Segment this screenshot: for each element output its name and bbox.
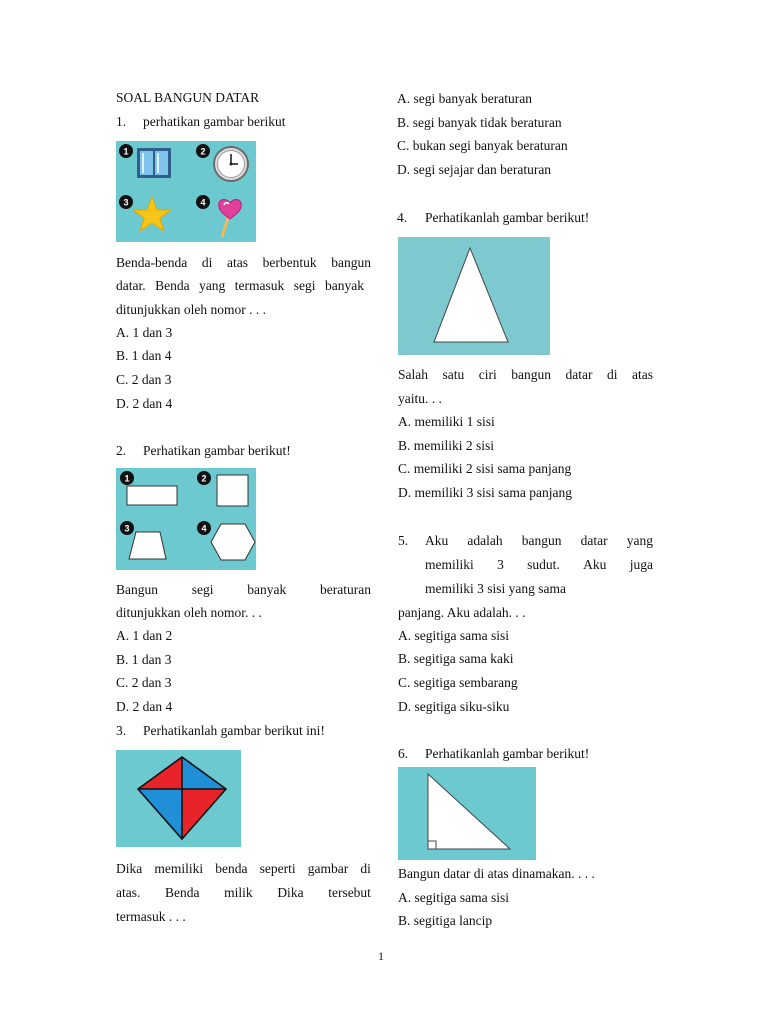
q1-option-c[interactable]: C. 2 dan 3: [116, 372, 172, 387]
q6-option-b[interactable]: B. segitiga lancip: [398, 913, 493, 928]
q2-prompt: Perhatikan gambar berikut!: [143, 443, 291, 458]
square-shape: [217, 475, 248, 506]
q3-number: 3.: [116, 723, 127, 738]
word: Salah: [398, 367, 428, 382]
word: ciri: [478, 367, 497, 382]
hexagon-shape: [211, 524, 255, 560]
q1-text-line-2: [116, 276, 364, 296]
word: bangun: [331, 255, 371, 270]
q3-figure: [116, 750, 241, 847]
word: termasuk: [234, 278, 285, 293]
badge-4: [197, 521, 211, 535]
word: Benda: [155, 278, 190, 293]
word: sudut.: [527, 557, 560, 572]
q5-option-d[interactable]: D. segitiga siku-siku: [398, 699, 510, 714]
q5-text-line-1: [425, 531, 653, 551]
q5-number: 5.: [398, 533, 409, 548]
page-title: SOAL BANGUN DATAR: [116, 90, 260, 105]
q6-figure: [398, 767, 536, 860]
q4-option-c[interactable]: C. memiliki 2 sisi sama panjang: [398, 461, 572, 476]
word: banyak: [247, 582, 287, 597]
q3-text-line-2: [116, 883, 371, 903]
q2-figure: [116, 468, 256, 570]
q5-option-c[interactable]: C. segitiga sembarang: [398, 675, 518, 690]
badge-1-label: 1: [124, 473, 130, 484]
q5-text-line-4: panjang. Aku adalah. . .: [398, 605, 526, 620]
q5-option-a[interactable]: A. segitiga sama sisi: [398, 628, 509, 643]
word: datar.: [116, 278, 146, 293]
word: bangun: [521, 533, 562, 548]
badge-3-label: 3: [124, 523, 130, 534]
badge-3-label: 3: [123, 197, 129, 208]
trapezoid-shape: [129, 532, 166, 559]
q1-figure: [116, 141, 256, 242]
word: memiliki: [425, 557, 474, 572]
word: banyak: [324, 278, 364, 293]
q1-number: 1.: [116, 114, 127, 129]
word: juga: [629, 557, 653, 572]
q5-text-line-2: [425, 555, 653, 575]
word: Dika: [277, 885, 304, 900]
q2-option-b[interactable]: B. 1 dan 3: [116, 652, 172, 667]
q3-prompt: Perhatikanlah gambar berikut ini!: [143, 723, 325, 738]
word: Bangun: [116, 582, 158, 597]
q6-option-a[interactable]: A. segitiga sama sisi: [398, 890, 509, 905]
word: atas.: [116, 885, 141, 900]
word: di: [201, 255, 213, 270]
word: Benda: [165, 885, 200, 900]
word: segi: [191, 582, 214, 597]
q2-number: 2.: [116, 443, 127, 458]
q4-text-line-2: yaitu. . .: [398, 391, 442, 406]
q3-option-c[interactable]: C. bukan segi banyak beraturan: [397, 138, 568, 153]
word: seperti: [259, 861, 296, 876]
word: gambar: [307, 861, 349, 876]
q3-option-b[interactable]: B. segi banyak tidak beraturan: [397, 115, 562, 130]
badge-3: [119, 195, 133, 209]
badge-2: [197, 471, 211, 485]
badge-3: [120, 521, 134, 535]
badge-4: [196, 195, 210, 209]
q3-option-a[interactable]: A. segi banyak beraturan: [397, 91, 532, 106]
q4-prompt: Perhatikanlah gambar berikut!: [425, 210, 590, 225]
word: beraturan: [320, 582, 371, 597]
word: bangun: [511, 367, 551, 382]
q6-number: 6.: [398, 746, 409, 761]
word: Aku: [425, 533, 449, 548]
word: di: [360, 861, 371, 876]
q2-option-a[interactable]: A. 1 dan 2: [116, 628, 173, 643]
badge-4-label: 4: [201, 523, 207, 534]
clock-icon: [214, 147, 248, 181]
q2-option-c[interactable]: C. 2 dan 3: [116, 675, 172, 690]
word: berbentuk: [262, 255, 317, 270]
q1-prompt: perhatikan gambar berikut: [143, 114, 286, 129]
q2-option-d[interactable]: D. 2 dan 4: [116, 699, 173, 714]
badge-1: [119, 144, 133, 158]
badge-2-label: 2: [200, 146, 206, 157]
q2-text-line-1: [116, 580, 371, 600]
q4-option-a[interactable]: A. memiliki 1 sisi: [398, 414, 495, 429]
q3-text-line-1: [116, 859, 371, 879]
q1-text-line-3: ditunjukkan oleh nomor . . .: [116, 302, 266, 317]
q4-option-d[interactable]: D. memiliki 3 sisi sama panjang: [398, 485, 572, 500]
badge-1: [120, 471, 134, 485]
word: tersebut: [328, 885, 371, 900]
word: memiliki: [154, 861, 204, 876]
word: atas: [226, 255, 248, 270]
badge-1-label: 1: [123, 146, 129, 157]
rectangle-shape: [127, 486, 177, 505]
q1-option-b[interactable]: B. 1 dan 4: [116, 348, 172, 363]
word: segi: [293, 278, 316, 293]
word: yang: [626, 533, 653, 548]
q1-option-d[interactable]: D. 2 dan 4: [116, 396, 173, 411]
word: di: [606, 367, 618, 382]
badge-4-label: 4: [200, 197, 206, 208]
q4-figure: [398, 237, 550, 355]
word: datar: [580, 533, 608, 548]
word: milik: [224, 885, 253, 900]
q6-prompt: Perhatikanlah gambar berikut!: [425, 746, 590, 761]
window-icon: [137, 148, 171, 178]
page-number: 1: [378, 949, 384, 963]
word: Benda-benda: [116, 255, 188, 270]
q2-text-line-2: ditunjukkan oleh nomor. . .: [116, 605, 262, 620]
q3-option-d[interactable]: D. segi sejajar dan beraturan: [397, 162, 552, 177]
word: adalah: [467, 533, 503, 548]
word: Dika: [116, 861, 143, 876]
q1-text-line-1: [116, 253, 371, 273]
word: benda: [215, 861, 248, 876]
word: satu: [442, 367, 465, 382]
badge-2-label: 2: [201, 473, 207, 484]
word: yang: [199, 278, 226, 293]
q4-text-line-1: [398, 365, 653, 385]
q1-option-a[interactable]: A. 1 dan 3: [116, 325, 173, 340]
word: 3: [497, 557, 504, 572]
q6-text-line-1: Bangun datar di atas dinamakan. . . .: [398, 866, 595, 881]
word: datar: [565, 367, 593, 382]
word: Aku: [583, 557, 607, 572]
badge-2: [196, 144, 210, 158]
q5-option-b[interactable]: B. segitiga sama kaki: [398, 651, 514, 666]
q4-number: 4.: [397, 210, 408, 225]
q5-text-line-3: memiliki 3 sisi yang sama: [425, 581, 566, 596]
word: atas: [632, 367, 653, 382]
q4-option-b[interactable]: B. memiliki 2 sisi: [398, 438, 495, 453]
q3-text-line-3: termasuk . . .: [116, 909, 186, 924]
